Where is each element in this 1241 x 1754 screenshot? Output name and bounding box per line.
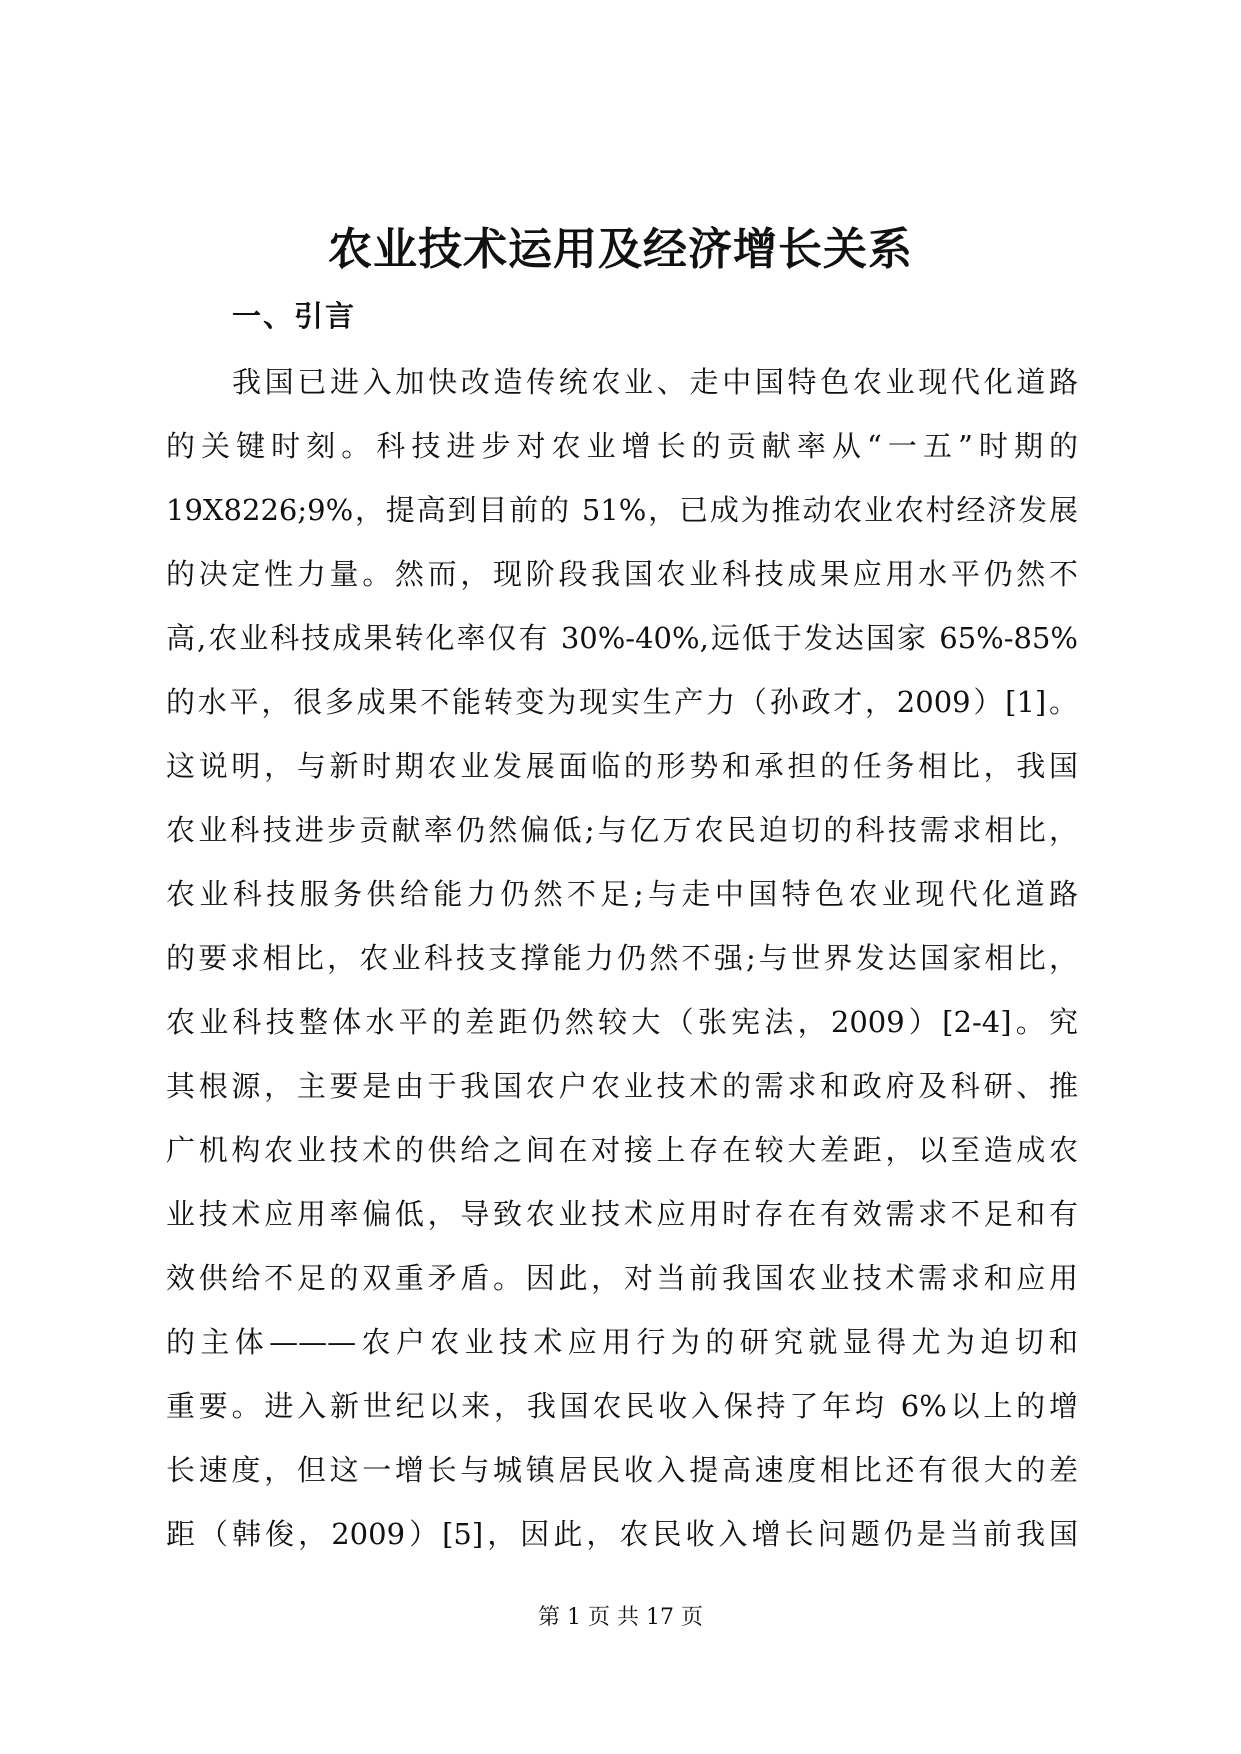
body-line: 高,农业科技成果转化率仅有 30%-40%,远低于发达国家 65%-85% — [166, 621, 1078, 655]
document-title: 农业技术运用及经济增长关系 — [328, 224, 913, 275]
body-paragraph — [166, 360, 1078, 1576]
page-indicator: 第 1 页 共 17 页 — [538, 1605, 703, 1630]
body-line: 距（韩俊，2009）[5]，因此，农民收入增长问题仍是当前我国 — [166, 1517, 1078, 1551]
body-line: 我国已进入加快改造传统农业、走中国特色农业现代化道路 — [232, 365, 1078, 399]
body-line: 的要求相比，农业科技支撑能力仍然不强;与世界发达国家相比， — [166, 941, 1078, 975]
body-line: 长速度，但这一增长与城镇居民收入提高速度相比还有很大的差 — [166, 1453, 1078, 1487]
body-line: 农业科技服务供给能力仍然不足;与走中国特色农业现代化道路 — [166, 877, 1078, 911]
body-line: 重要。进入新世纪以来，我国农民收入保持了年均 6%以上的增 — [166, 1389, 1078, 1423]
body-line: 19X8226;9%，提高到目前的 51%，已成为推动农业农村经济发展 — [166, 493, 1078, 527]
body-line: 的水平，很多成果不能转变为现实生产力（孙政才，2009）[1]。 — [166, 685, 1078, 719]
body-line: 的决定性力量。然而，现阶段我国农业科技成果应用水平仍然不 — [166, 557, 1078, 591]
body-line: 效供给不足的双重矛盾。因此，对当前我国农业技术需求和应用 — [166, 1261, 1078, 1295]
section-heading: 一、引言 — [232, 299, 357, 333]
body-line: 农业科技整体水平的差距仍然较大（张宪法，2009）[2-4]。究 — [166, 1005, 1078, 1039]
body-line: 农业科技进步贡献率仍然偏低;与亿万农民迫切的科技需求相比， — [166, 813, 1078, 847]
body-line: 广机构农业技术的供给之间在对接上存在较大差距，以至造成农 — [166, 1133, 1078, 1167]
body-line: 业技术应用率偏低，导致农业技术应用时存在有效需求不足和有 — [166, 1197, 1078, 1231]
body-line: 的关键时刻。科技进步对农业增长的贡献率从“一五”时期的 — [166, 429, 1078, 463]
body-line: 其根源，主要是由于我国农户农业技术的需求和政府及科研、推 — [166, 1069, 1078, 1103]
body-line: 这说明，与新时期农业发展面临的形势和承担的任务相比，我国 — [166, 749, 1078, 783]
body-line: 的主体———农户农业技术应用行为的研究就显得尤为迫切和 — [166, 1325, 1078, 1359]
